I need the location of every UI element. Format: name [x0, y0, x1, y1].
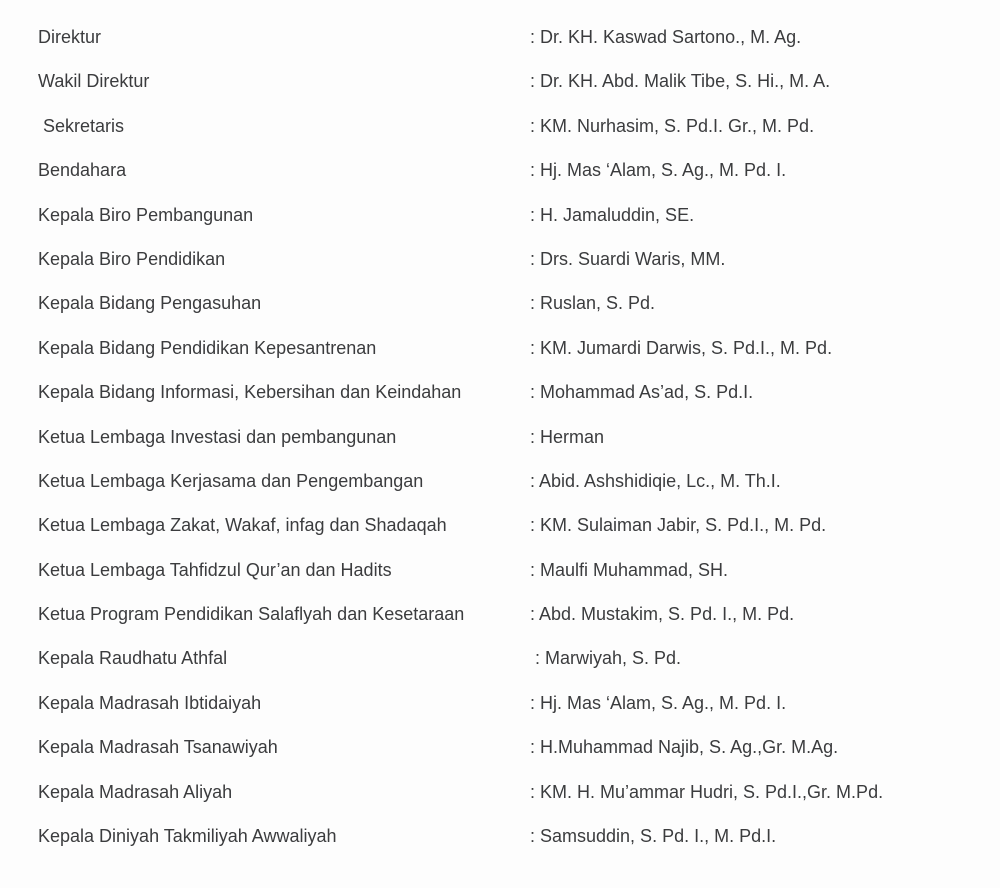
- person-name: : H.Muhammad Najib, S. Ag.,Gr. M.Ag.: [530, 737, 839, 758]
- table-row: [0, 825, 1000, 869]
- table-row: [0, 159, 1000, 203]
- position-label: Kepala Biro Pendidikan: [38, 248, 226, 269]
- table-row: [0, 381, 1000, 425]
- position-label: Sekretaris: [38, 115, 125, 136]
- person-name: : Maulfi Muhammad, SH.: [530, 559, 729, 580]
- table-row: [0, 470, 1000, 514]
- position-label: Kepala Diniyah Takmiliyah Awwaliyah: [38, 826, 337, 847]
- table-row: [0, 115, 1000, 159]
- person-name: : Hj. Mas ‘Alam, S. Ag., M. Pd. I.: [530, 160, 787, 181]
- table-row: [0, 426, 1000, 470]
- position-label: Kepala Raudhatu Athfal: [38, 648, 228, 669]
- person-name: : Ruslan, S. Pd.: [530, 293, 656, 314]
- person-name: : Marwiyah, S. Pd.: [530, 648, 682, 669]
- position-label: Kepala Bidang Informasi, Kebersihan dan Keindahan: [38, 382, 462, 403]
- position-label: Ketua Lembaga Kerjasama dan Pengembangan: [38, 470, 424, 491]
- person-name: : Hj. Mas ‘Alam, S. Ag., M. Pd. I.: [530, 692, 787, 713]
- table-row: [0, 204, 1000, 248]
- table-row: [0, 603, 1000, 647]
- table-row: [0, 692, 1000, 736]
- position-label: Kepala Bidang Pengasuhan: [38, 293, 262, 314]
- table-row: [0, 736, 1000, 780]
- position-label: Ketua Lembaga Tahfidzul Qur’an dan Hadits: [38, 559, 392, 580]
- table-row: [0, 781, 1000, 825]
- table-row: [0, 559, 1000, 603]
- person-name: : Dr. KH. Abd. Malik Tibe, S. Hi., M. A.: [530, 71, 831, 92]
- position-label: Kepala Bidang Pendidikan Kepesantrenan: [38, 337, 377, 358]
- person-name: : Herman: [530, 426, 605, 447]
- table-row: [0, 514, 1000, 558]
- table-row: [0, 292, 1000, 336]
- position-label: Ketua Lembaga Zakat, Wakaf, infag dan Shadaqah: [38, 515, 447, 536]
- person-name: : Abid. Ashshidiqie, Lc., M. Th.I.: [530, 470, 781, 491]
- person-name: : KM. H. Mu’ammar Hudri, S. Pd.I.,Gr. M.Pd.: [530, 781, 884, 802]
- table-row: [0, 337, 1000, 381]
- position-label: Ketua Program Pendidikan Salaflyah dan Kesetaraan: [38, 604, 465, 625]
- person-name: : KM. Jumardi Darwis, S. Pd.I., M. Pd.: [530, 337, 833, 358]
- officials-list: [0, 26, 1000, 869]
- table-row: [0, 70, 1000, 114]
- person-name: : KM. Sulaiman Jabir, S. Pd.I., M. Pd.: [530, 515, 827, 536]
- person-name: : Abd. Mustakim, S. Pd. I., M. Pd.: [530, 604, 795, 625]
- table-row: [0, 248, 1000, 292]
- person-name: : Samsuddin, S. Pd. I., M. Pd.I.: [530, 826, 777, 847]
- position-label: Kepala Madrasah Ibtidaiyah: [38, 692, 262, 713]
- table-row: [0, 647, 1000, 691]
- person-name: : Mohammad As’ad, S. Pd.I.: [530, 382, 754, 403]
- person-name: : KM. Nurhasim, S. Pd.I. Gr., M. Pd.: [530, 115, 815, 136]
- person-name: : H. Jamaluddin, SE.: [530, 204, 695, 225]
- position-label: Wakil Direktur: [38, 71, 150, 92]
- position-label: Bendahara: [38, 160, 127, 181]
- table-row: [0, 26, 1000, 70]
- position-label: Ketua Lembaga Investasi dan pembangunan: [38, 426, 397, 447]
- position-label: Kepala Madrasah Tsanawiyah: [38, 737, 278, 758]
- person-name: : Dr. KH. Kaswad Sartono., M. Ag.: [530, 27, 802, 47]
- position-label: Direktur: [38, 27, 102, 47]
- person-name: : Drs. Suardi Waris, MM.: [530, 248, 726, 269]
- position-label: Kepala Biro Pembangunan: [38, 204, 254, 225]
- position-label: Kepala Madrasah Aliyah: [38, 781, 233, 802]
